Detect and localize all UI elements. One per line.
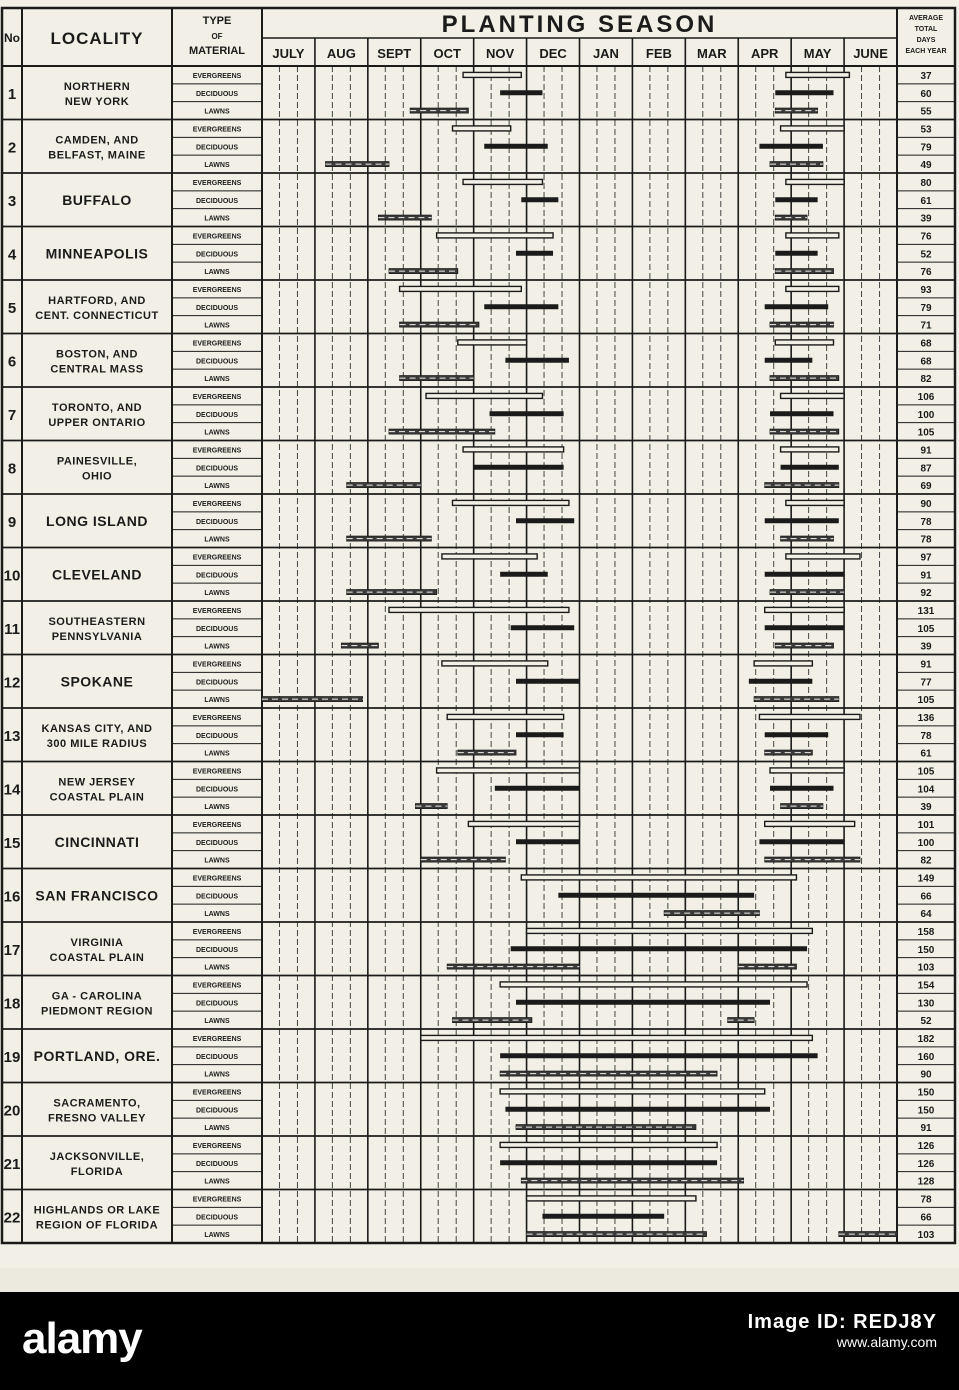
material-type: DECIDUOUS [195, 197, 239, 205]
season-bar-lawns [775, 643, 833, 648]
locality-name: LONG ISLAND [46, 512, 148, 529]
locality-name: PORTLAND, ORE. [33, 1047, 161, 1064]
season-bar-evergreens [458, 340, 527, 345]
material-type: EVERGREENS [192, 340, 242, 348]
season-bar-deciduous [759, 839, 844, 844]
season-bar-lawns [458, 750, 516, 755]
season-bar-deciduous [542, 1214, 664, 1219]
average-days: 182 [917, 1033, 935, 1045]
material-type: LAWNS [204, 1178, 230, 1186]
month-label: SEPT [377, 46, 412, 61]
material-type: LAWNS [204, 911, 230, 919]
header-material: OF [211, 32, 223, 41]
season-bar-deciduous [500, 1053, 818, 1058]
average-days: 91 [920, 1123, 932, 1135]
locality-name: COASTAL PLAIN [49, 951, 145, 964]
average-days: 78 [920, 534, 932, 546]
locality-name: NORTHERN [63, 80, 131, 93]
season-bar-evergreens [759, 714, 860, 719]
average-days: 100 [917, 409, 935, 421]
season-bar-deciduous [505, 1107, 770, 1112]
average-days: 97 [920, 552, 932, 564]
material-type: LAWNS [204, 1125, 230, 1133]
season-bar-evergreens [437, 768, 580, 773]
image-id: Image ID: REDJ8Y [747, 1311, 937, 1333]
header-average: EACH YEAR [905, 48, 947, 55]
material-type: LAWNS [204, 269, 230, 277]
average-days: 130 [917, 998, 935, 1010]
average-days: 91 [920, 445, 932, 457]
material-type: EVERGREENS [192, 1142, 242, 1150]
row-number: 15 [3, 834, 21, 852]
locality-name: SOUTHEASTERN [48, 615, 146, 628]
locality-name: CLEVELAND [51, 566, 143, 583]
locality-name: MINNEAPOLIS [45, 245, 149, 262]
locality-name: CAMDEN, AND [55, 134, 139, 147]
season-bar-deciduous [781, 465, 839, 470]
material-type: LAWNS [204, 697, 230, 705]
season-bar-evergreens [463, 72, 521, 77]
average-days: 69 [920, 481, 932, 493]
row-number: 12 [3, 674, 21, 692]
average-days: 78 [920, 730, 932, 742]
average-days: 106 [917, 391, 935, 403]
material-type: EVERGREENS [192, 126, 242, 134]
locality-name: HARTFORD, AND [48, 294, 146, 307]
footer-banner [0, 1292, 959, 1390]
material-type: EVERGREENS [192, 233, 242, 241]
material-type: LAWNS [204, 162, 230, 170]
average-days: 52 [920, 249, 932, 261]
season-bar-evergreens [765, 821, 855, 826]
average-days: 37 [920, 70, 932, 82]
season-bar-deciduous [765, 625, 844, 630]
season-bar-evergreens [775, 340, 833, 345]
locality-name: VIRGINIA [70, 936, 124, 949]
header-average: AVERAGE [908, 15, 944, 22]
material-type: DECIDUOUS [195, 1160, 239, 1168]
row-number: 21 [3, 1155, 21, 1173]
row-number: 20 [3, 1102, 21, 1120]
average-days: 105 [917, 695, 935, 707]
material-type: DECIDUOUS [195, 90, 239, 98]
season-bar-evergreens [426, 393, 542, 398]
material-type: EVERGREENS [192, 661, 242, 669]
season-bar-deciduous [775, 251, 817, 256]
season-bar-evergreens [786, 554, 860, 559]
material-type: DECIDUOUS [195, 572, 239, 580]
locality-name: KANSAS CITY, AND [41, 722, 153, 735]
average-days: 91 [920, 570, 932, 582]
material-type: DECIDUOUS [195, 358, 239, 366]
season-bar-evergreens [463, 179, 542, 184]
season-bar-deciduous [505, 358, 568, 363]
material-type: LAWNS [204, 376, 230, 384]
material-type: DECIDUOUS [195, 518, 239, 526]
season-bar-evergreens [786, 233, 839, 238]
season-bar-deciduous [749, 679, 813, 684]
season-bar-evergreens [453, 126, 511, 131]
average-days: 39 [920, 213, 932, 225]
average-days: 78 [920, 516, 932, 528]
average-days: 53 [920, 124, 932, 136]
average-days: 49 [920, 160, 932, 172]
month-label: JUNE [853, 46, 888, 61]
row-number: 2 [7, 139, 17, 157]
season-bar-evergreens [781, 126, 845, 131]
material-type: DECIDUOUS [195, 144, 239, 152]
average-days: 150 [917, 944, 935, 956]
header-no: No [4, 31, 20, 45]
season-bar-evergreens [770, 768, 844, 773]
material-type: LAWNS [204, 108, 230, 116]
season-bar-evergreens [765, 607, 844, 612]
average-days: 150 [917, 1087, 935, 1099]
locality-name: BELFAST, MAINE [48, 149, 146, 162]
material-type: DECIDUOUS [195, 411, 239, 419]
material-type: LAWNS [204, 964, 230, 972]
average-days: 80 [920, 177, 932, 189]
month-label: FEB [645, 46, 672, 61]
average-days: 103 [917, 962, 935, 974]
material-type: LAWNS [204, 1018, 230, 1026]
row-number: 4 [7, 246, 17, 264]
row-number: 6 [7, 353, 17, 371]
row-number: 3 [7, 192, 17, 210]
locality-name: UPPER ONTARIO [48, 416, 146, 429]
season-bar-evergreens [786, 72, 850, 77]
locality-name: GA - CAROLINA [51, 990, 143, 1003]
average-days: 82 [920, 855, 932, 867]
season-bar-deciduous [770, 786, 834, 791]
locality-name: NEW YORK [64, 95, 130, 108]
month-label: APR [750, 46, 779, 61]
season-bar-evergreens [442, 554, 537, 559]
season-bar-lawns [839, 1232, 897, 1237]
material-type: LAWNS [204, 429, 230, 437]
material-type: EVERGREENS [192, 1035, 242, 1043]
average-days: 60 [920, 88, 932, 100]
material-type: DECIDUOUS [195, 625, 239, 633]
average-days: 66 [920, 1212, 932, 1224]
row-number: 19 [3, 1048, 21, 1066]
season-bar-evergreens [781, 393, 845, 398]
average-days: 158 [917, 926, 935, 938]
average-days: 61 [920, 748, 932, 760]
season-bar-lawns [775, 269, 833, 274]
average-days: 104 [917, 784, 935, 796]
material-type: EVERGREENS [192, 928, 242, 936]
season-bar-evergreens [786, 179, 844, 184]
material-type: LAWNS [204, 215, 230, 223]
season-bar-deciduous [765, 732, 829, 737]
average-days: 100 [917, 837, 935, 849]
season-bar-lawns [410, 108, 468, 113]
average-days: 131 [917, 605, 935, 617]
row-number: 7 [7, 406, 17, 424]
season-bar-evergreens [500, 1089, 765, 1094]
bottom-strip [0, 1268, 959, 1292]
row-number: 8 [7, 460, 17, 478]
material-type: LAWNS [204, 1071, 230, 1079]
season-bar-evergreens [421, 1035, 813, 1040]
season-bar-deciduous [516, 251, 553, 256]
material-type: DECIDUOUS [195, 946, 239, 954]
average-days: 39 [920, 802, 932, 814]
average-days: 103 [917, 1230, 935, 1242]
material-type: DECIDUOUS [195, 732, 239, 740]
material-type: EVERGREENS [192, 179, 242, 187]
row-number: 5 [7, 299, 17, 317]
locality-name: REGION OF FLORIDA [35, 1219, 159, 1232]
row-number: 13 [3, 727, 21, 745]
season-bar-deciduous [484, 304, 558, 309]
locality-name: JACKSONVILLE, [49, 1150, 145, 1163]
month-label: DEC [539, 46, 567, 61]
locality-name: CENT. CONNECTICUT [35, 309, 159, 322]
material-type: LAWNS [204, 1232, 230, 1240]
row-number: 9 [7, 513, 17, 531]
average-days: 90 [920, 1069, 932, 1081]
average-days: 128 [917, 1176, 935, 1188]
season-bar-deciduous [558, 893, 754, 898]
material-type: EVERGREENS [192, 714, 242, 722]
season-bar-evergreens [527, 928, 813, 933]
material-type: DECIDUOUS [195, 893, 239, 901]
row-number: 11 [4, 620, 20, 638]
average-days: 76 [920, 231, 932, 243]
average-days: 126 [917, 1158, 935, 1170]
chart-title: PLANTING SEASON [441, 11, 718, 38]
season-bar-deciduous [484, 144, 548, 149]
average-days: 90 [920, 498, 932, 510]
month-label: MAR [696, 46, 727, 61]
season-bar-evergreens [521, 875, 796, 880]
average-days: 87 [920, 463, 932, 475]
material-type: EVERGREENS [192, 1196, 242, 1204]
average-days: 105 [917, 623, 935, 635]
material-type: DECIDUOUS [195, 1107, 239, 1115]
season-bar-deciduous [765, 304, 829, 309]
row-number: 16 [3, 888, 21, 906]
locality-name: SAN FRANCISCO [35, 887, 159, 904]
header-average: DAYS [916, 37, 936, 44]
month-label: JAN [592, 46, 619, 61]
average-days: 78 [920, 1194, 932, 1206]
average-days: 55 [920, 106, 932, 118]
season-bar-deciduous [516, 839, 580, 844]
material-type: EVERGREENS [192, 821, 242, 829]
average-days: 76 [920, 267, 932, 279]
alamy-logo[interactable]: alamy [22, 1314, 142, 1363]
material-type: EVERGREENS [192, 1089, 242, 1097]
locality-name: SPOKANE [60, 673, 134, 690]
material-type: DECIDUOUS [195, 1053, 239, 1061]
season-bar-evergreens [453, 500, 569, 505]
material-type: LAWNS [204, 857, 230, 865]
average-days: 136 [917, 712, 935, 724]
locality-name: FRESNO VALLEY [48, 1112, 146, 1125]
material-type: DECIDUOUS [195, 1000, 239, 1008]
season-bar-deciduous [765, 358, 813, 363]
season-bar-deciduous [765, 518, 839, 523]
average-days: 105 [917, 766, 935, 778]
material-type: LAWNS [204, 536, 230, 544]
season-bar-deciduous [759, 144, 823, 149]
average-days: 79 [920, 302, 932, 314]
locality-name: BOSTON, AND [56, 348, 138, 361]
material-type: DECIDUOUS [195, 251, 239, 259]
season-bar-deciduous [500, 572, 548, 577]
material-type: EVERGREENS [192, 286, 242, 294]
season-bar-deciduous [490, 411, 564, 416]
material-type: EVERGREENS [192, 447, 242, 455]
average-days: 68 [920, 338, 932, 350]
material-type: DECIDUOUS [195, 465, 239, 473]
material-type: DECIDUOUS [195, 679, 239, 687]
row-number: 14 [3, 781, 21, 799]
locality-name: PENNSYLVANIA [51, 630, 143, 643]
season-bar-evergreens [463, 447, 564, 452]
locality-name: NEW JERSEY [58, 776, 136, 789]
row-number: 1 [7, 85, 17, 103]
season-bar-evergreens [786, 286, 839, 291]
season-bar-deciduous [516, 518, 574, 523]
average-days: 79 [920, 142, 932, 154]
locality-name: COASTAL PLAIN [49, 791, 145, 804]
average-days: 82 [920, 374, 932, 386]
site-url[interactable]: www.alamy.com [836, 1334, 937, 1350]
material-type: DECIDUOUS [195, 1214, 239, 1222]
season-bar-deciduous [770, 411, 834, 416]
season-bar-deciduous [511, 625, 575, 630]
season-bar-deciduous [516, 732, 564, 737]
season-bar-evergreens [786, 500, 844, 505]
season-bar-evergreens [500, 982, 807, 987]
average-days: 71 [920, 320, 932, 332]
season-bar-deciduous [500, 1160, 717, 1165]
season-bar-evergreens [754, 661, 812, 666]
material-type: DECIDUOUS [195, 304, 239, 312]
row-number: 17 [3, 941, 21, 959]
material-type: EVERGREENS [192, 768, 242, 776]
season-bar-deciduous [775, 197, 817, 202]
season-bar-evergreens [437, 233, 553, 238]
season-bar-evergreens [442, 661, 548, 666]
average-days: 126 [917, 1140, 935, 1152]
season-bar-deciduous [511, 946, 807, 951]
average-days: 160 [917, 1051, 935, 1063]
material-type: EVERGREENS [192, 982, 242, 990]
material-type: DECIDUOUS [195, 839, 239, 847]
month-label: OCT [433, 46, 461, 61]
material-type: EVERGREENS [192, 72, 242, 80]
average-days: 39 [920, 641, 932, 653]
season-bar-evergreens [500, 1142, 717, 1147]
row-number: 18 [3, 995, 21, 1013]
header-material: TYPE [202, 15, 232, 27]
average-days: 91 [920, 659, 932, 671]
row-number: 22 [3, 1209, 21, 1227]
material-type: EVERGREENS [192, 500, 242, 508]
season-bar-lawns [738, 964, 796, 969]
average-days: 105 [917, 427, 935, 439]
header-material: MATERIAL [188, 45, 246, 57]
season-bar-deciduous [516, 1000, 770, 1005]
month-label: JULY [272, 46, 305, 61]
locality-name: CINCINNATI [54, 833, 140, 850]
locality-name: SACRAMENTO, [53, 1097, 141, 1110]
material-type: LAWNS [204, 322, 230, 330]
locality-name: HIGHLANDS OR LAKE [33, 1204, 161, 1217]
season-bar-deciduous [500, 90, 542, 95]
average-days: 154 [917, 980, 935, 992]
average-days: 92 [920, 588, 932, 600]
average-days: 64 [920, 909, 932, 921]
material-type: DECIDUOUS [195, 786, 239, 794]
footer-meta [748, 1312, 937, 1352]
material-type: EVERGREENS [192, 875, 242, 883]
average-days: 68 [920, 356, 932, 368]
material-type: LAWNS [204, 750, 230, 758]
average-days: 66 [920, 891, 932, 903]
average-days: 77 [920, 677, 932, 689]
season-bar-evergreens [781, 447, 839, 452]
average-days: 61 [920, 195, 932, 207]
material-type: LAWNS [204, 804, 230, 812]
month-label: MAY [803, 46, 832, 61]
season-bar-deciduous [495, 786, 580, 791]
season-bar-deciduous [521, 197, 558, 202]
average-days: 149 [917, 873, 935, 885]
average-days: 101 [917, 819, 935, 831]
month-label: NOV [486, 46, 515, 61]
season-bar-deciduous [775, 90, 833, 95]
season-bar-deciduous [516, 679, 580, 684]
season-bar-deciduous [474, 465, 564, 470]
month-label: AUG [326, 46, 356, 61]
season-bar-evergreens [447, 714, 563, 719]
locality-name: 300 MILE RADIUS [46, 737, 148, 750]
header-locality: LOCALITY [50, 29, 144, 48]
material-type: EVERGREENS [192, 607, 242, 615]
season-bar-deciduous [765, 572, 844, 577]
locality-name: BUFFALO [62, 191, 132, 208]
material-type: LAWNS [204, 483, 230, 491]
locality-name: OHIO [81, 470, 113, 483]
average-days: 52 [920, 1016, 932, 1028]
locality-name: PIEDMONT REGION [40, 1005, 154, 1018]
locality-name: TORONTO, AND [51, 401, 143, 414]
season-bar-evergreens [468, 821, 579, 826]
average-days: 150 [917, 1105, 935, 1117]
material-type: LAWNS [204, 590, 230, 598]
material-type: EVERGREENS [192, 393, 242, 401]
average-days: 93 [920, 284, 932, 296]
header-average: TOTAL [914, 26, 938, 33]
locality-name: CENTRAL MASS [50, 363, 144, 376]
season-bar-evergreens [527, 1196, 696, 1201]
season-bar-evergreens [400, 286, 522, 291]
locality-name: FLORIDA [70, 1165, 124, 1178]
row-number: 10 [3, 567, 21, 585]
season-bar-evergreens [389, 607, 569, 612]
locality-name: PAINESVILLE, [56, 455, 138, 468]
material-type: LAWNS [204, 643, 230, 651]
material-type: EVERGREENS [192, 554, 242, 562]
